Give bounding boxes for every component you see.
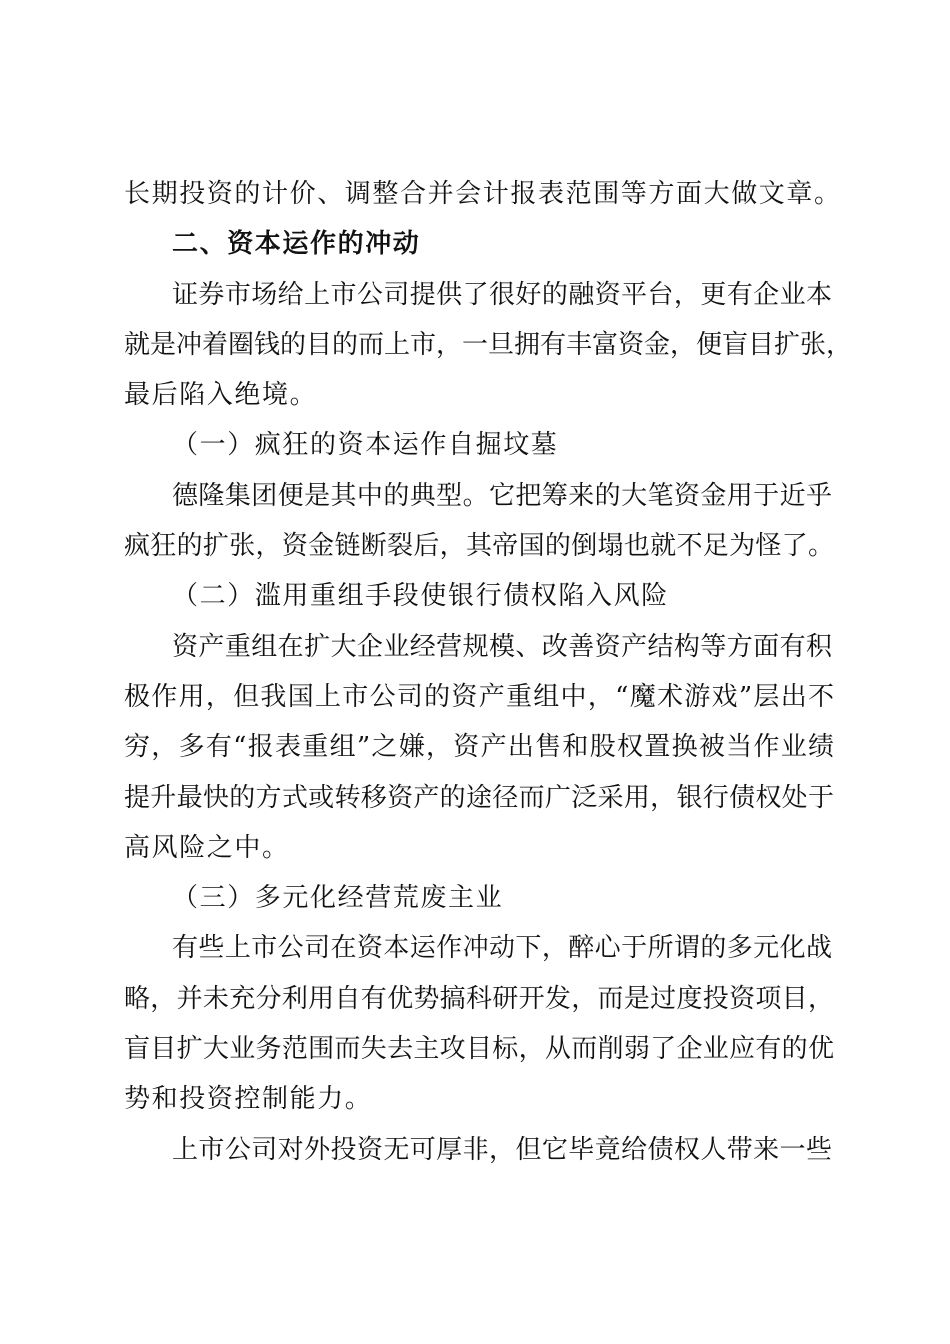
section-heading: 二、资本运作的冲动 — [172, 229, 421, 259]
text-line: 略，并未充分利用自有优势搞科研开发，而是过度投资项目， — [124, 984, 834, 1014]
text-line: 势和投资控制能力。 — [124, 1084, 373, 1114]
text-line: 有些上市公司在资本运作冲动下，醉心于所谓的多元化战 — [172, 933, 832, 963]
subsection-heading: （一）疯狂的资本运作自掘坟墓 — [172, 430, 559, 460]
text-line: 提升最快的方式或转移资产的途径而广泛采用，银行债权处于 — [124, 783, 834, 813]
text-line: 就是冲着圈钱的目的而上市，一旦拥有丰富资金，便盲目扩张， — [124, 330, 853, 360]
text-line: 高风险之中。 — [124, 833, 290, 863]
text-line: 疯狂的扩张，资金链断裂后，其帝国的倒塌也就不足为怪了。 — [124, 531, 834, 561]
text-line: 盲目扩大业务范围而失去主攻目标，从而削弱了企业应有的优 — [124, 1034, 834, 1064]
subsection-heading: （二）滥用重组手段使银行债权陷入风险 — [172, 581, 669, 611]
text-line: 上市公司对外投资无可厚非，但它毕竟给债权人带来一些 — [172, 1135, 832, 1165]
text-line: 穷，多有“报表重组”之嫌，资产出售和股权置换被当作业绩 — [124, 732, 834, 762]
text-line: 德隆集团便是其中的典型。它把筹来的大笔资金用于近乎 — [172, 481, 832, 511]
text-line: 证券市场给上市公司提供了很好的融资平台，更有企业本 — [172, 280, 832, 310]
text-line: 资产重组在扩大企业经营规模、改善资产结构等方面有积 — [172, 632, 832, 662]
text-line: 长期投资的计价、调整合并会计报表范围等方面大做文章。 — [124, 179, 842, 209]
subsection-heading: （三）多元化经营荒废主业 — [172, 883, 504, 913]
text-line: 极作用，但我国上市公司的资产重组中，“魔术游戏”层出不 — [124, 682, 834, 712]
text-line: 最后陷入绝境。 — [124, 380, 318, 410]
